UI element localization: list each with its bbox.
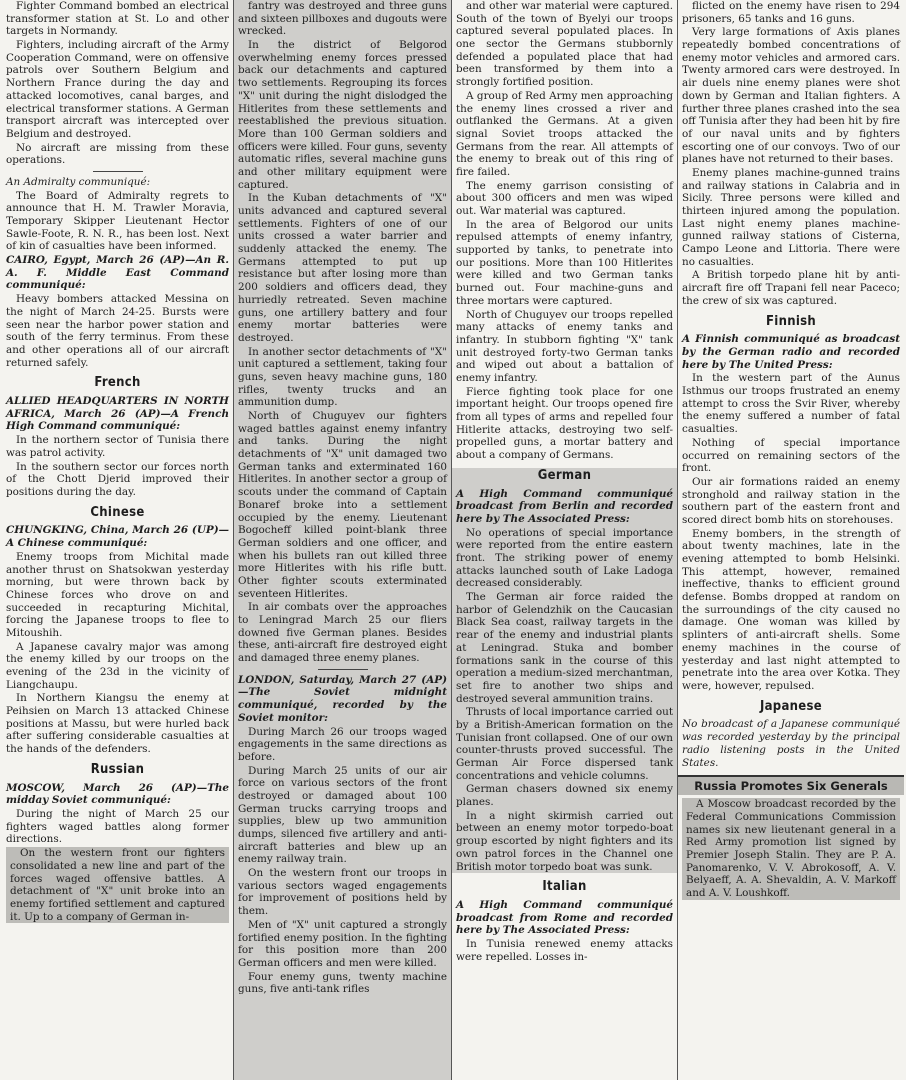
section-heading: Russia Promotes Six Generals bbox=[678, 775, 904, 795]
paragraph: fantry was destroyed and three guns and sixteen pillboxes and dugouts were wrecked. bbox=[238, 0, 447, 38]
section-heading: Russian bbox=[90, 761, 145, 777]
paragraph: No aircraft are missing from these operations. bbox=[6, 141, 229, 167]
paragraph: The German air force raided the harbor of Gelendzhik on the Caucasian Black Sea coast, railway targets in the rear of the enemy and industrial plants at Leningrad. Stuka and bomber formations sank in the course of this operation a medium-sized merchantman, set fire to another two ships and destroyed several ammunition trains. bbox=[456, 591, 673, 705]
paragraph: In Northern Kiangsu the enemy at Peihsien on March 13 attacked Chinese positions at Massu, but were hurled back after suffering considerable casualties at the hands of the defenders. bbox=[6, 692, 229, 756]
paragraph: Enemy troops from Michital made another thrust on Shatsokwan yesterday morning, but were thrown back by Chinese forces who drove on and succeeded in recapturing Michital, forcing the Japanese troops to flee to Mitoushih. bbox=[6, 550, 229, 639]
paragraph: In the Kuban detachments of "X" units advanced and captured several settlements. Fighters of one of our units crossed a water barrier and suddenly attacked the enemy. The Germans attempted to put up resistance but after losing more than 200 soldiers and officers dead, they hurriedly retreated. Seven machine guns, one artillery battery and four enemy mortar batteries were destroyed. bbox=[238, 192, 447, 344]
column-3 bbox=[452, 0, 678, 1080]
divider bbox=[318, 669, 368, 670]
dateline: MOSCOW, March 26 (AP)—The midday Soviet communiqué: bbox=[6, 781, 229, 807]
section-intro: An Admiralty communiqué: bbox=[6, 175, 151, 188]
paragraph: Enemy planes machine-gunned trains and railway stations in Calabria and in Sicily. Three persons were killed and thirteen injured among the population. Last night enemy planes machine-gunned railway stations of Cisterna, Campo Leone and Littoria. There were no casualties. bbox=[682, 166, 900, 268]
paragraph: In the southern sector our forces north of the Chott Djerid improved their positions during the day. bbox=[6, 460, 229, 498]
paragraph: A Japanese cavalry major was among the enemy killed by our troops on the evening of the 23d in the vicinity of Liangchaupu. bbox=[6, 640, 229, 691]
section-heading: Japanese bbox=[759, 698, 823, 714]
section-heading: Italian bbox=[542, 879, 587, 895]
column-1 bbox=[2, 0, 234, 1080]
paragraph: A British torpedo plane hit by anti-aircraft fire off Trapani fell near Paceco; the crew of six was captured. bbox=[682, 269, 900, 307]
section-heading: French bbox=[94, 375, 141, 391]
paragraph: On the western front our fighters consolidated a new line and part of the forces waged offensive battles. A detachment of "X" unit broke into an enemy fortified settlement and captured it. Up to a company of German in- bbox=[6, 847, 229, 923]
paragraph: Heavy bombers attacked Messina on the night of March 24-25. Bursts were seen near the harbor power station and south of the ferry terminus. From these and other operations all of our aircraft returned safely. bbox=[6, 293, 229, 369]
paragraph: Very large formations of Axis planes repeatedly bombed concentrations of enemy motor vehicles and armored cars. Twenty armored cars were destroyed. In air duels nine enemy planes were shot down by German and Italian fighters. A further three planes crashed into the sea off Tunisia after they had been hit by fire of our naval units and by fighters escorting one of our convoys. Two of our planes have not returned to their bases. bbox=[682, 26, 900, 166]
paragraph: flicted on the enemy have risen to 294 prisoners, 65 tanks and 16 guns. bbox=[682, 0, 900, 25]
paragraph: A group of Red Army men approaching the enemy lines crossed a river and outflanked the Germans. At a given signal Soviet troops attacked the Germans from the rear. All attempts of the enemy to break out of this ring of fire failed. bbox=[456, 89, 673, 178]
paragraph: The enemy garrison consisting of about 300 officers and men was wiped out. War material was captured. bbox=[456, 179, 673, 217]
paragraph: No broadcast of a Japanese communiqué was recorded yesterday by the principal radio listening posts in the United States. bbox=[682, 718, 900, 769]
paragraph: On the western front our troops in various sectors waged engagements for improvement of positions held by them. bbox=[238, 867, 447, 918]
dateline: A High Command communiqué broadcast from Rome and recorded here by The Associated Press: bbox=[456, 899, 673, 937]
paragraph: Fierce fighting took place for one important height. Our troops opened fire from all types of arms and repelled four Hitlerite attacks, destroying two self-propelled guns, a mortar battery and about a company of Germans. bbox=[456, 385, 673, 462]
section-heading: German bbox=[537, 467, 592, 483]
column-2 bbox=[234, 0, 452, 1080]
paragraph: Our air formations raided an enemy stronghold and railway station in the southern part of the eastern front and scored direct bomb hits on storehouses. bbox=[682, 475, 900, 526]
paragraph: Four enemy guns, twenty machine guns, five anti-tank rifles bbox=[238, 970, 447, 996]
section-heading: Chinese bbox=[90, 504, 145, 520]
paragraph: Nothing of special importance occurred on remaining sectors of the front. bbox=[682, 436, 900, 475]
paragraph: A Moscow broadcast recorded by the Federal Communications Commission names six new lieutenant general in a Red Army promotion list signed by Premier Joseph Stalin. They are P. A. Panomarenko, V. V. Abrokosoff, A. V. Belyaeff, A. A. Shevaldin, A. V. Markoff and A. V. Loushkoff. bbox=[682, 798, 900, 900]
dateline: ALLIED HEADQUARTERS IN NORTH AFRICA, March 26 (AP)—A French High Command communiqué: bbox=[6, 395, 229, 433]
german-section bbox=[452, 468, 677, 873]
section-heading: Finnish bbox=[765, 313, 817, 329]
paragraph: North of Chuguyev our troops repelled many attacks of enemy tanks and infantry. In stubborn fighting "X" tank unit destroyed forty-two German tanks and wiped out about a battalion of enemy infantry. bbox=[456, 308, 673, 384]
paragraph: In air combats over the approaches to Leningrad March 25 our fliers downed five German planes. Besides these, anti-aircraft fire destroyed eight and damaged three enemy planes. bbox=[238, 601, 447, 665]
paragraph: In the western part of the Aunus Isthmus our troops frustrated an enemy attempt to cross the Svir River, whereby the enemy suffered a number of fatal casualties. bbox=[682, 372, 900, 436]
dateline: A Finnish communiqué as broadcast by the German radio and recorded here by The United Press: bbox=[682, 333, 900, 371]
divider bbox=[93, 171, 143, 172]
paragraph: and other war material were captured. South of the town of Byelyi our troops captured several populated places. In one sector the Germans stubbornly defended a populated place that had been transformed by them into a strongly fortified position. bbox=[456, 0, 673, 89]
dateline: LONDON, Saturday, March 27 (AP)—The Soviet midnight communiqué, recorded by the Soviet monitor: bbox=[238, 673, 447, 724]
column-4 bbox=[678, 0, 904, 1080]
paragraph: Fighters, including aircraft of the Army Cooperation Command, were on offensive patrols over Southern Belgium and Northern France during the day and attacked locomotives, canal barges, and electrical transformer stations. A German transport aircraft was intercepted over Belgium and destroyed. bbox=[6, 39, 229, 140]
paragraph: In another sector detachments of "X" unit captured a settlement, taking four guns, seven heavy machine guns, 180 rifles, twenty trucks and an ammunition dump. bbox=[238, 345, 447, 409]
paragraph: In the district of Belgorod overwhelming enemy forces pressed back our detachments and captured two settlements. Regrouping its forces "X" unit during the night dislodged the Hitlerites from these settlements and reestablished the previous situation. More than 100 German soldiers and officers were killed. Four guns, seventy automatic rifles, several machine guns and other military equipment were captured. bbox=[238, 39, 447, 191]
dateline: A High Command communiqué broadcast from Berlin and recorded here by The Associated Press: bbox=[456, 487, 673, 525]
paragraph: Thrusts of local importance carried out by a British-American formation on the Tunisian front collapsed. One of our own counter-thrusts proved successful. The German Air Force dispersed tank concentrations and vehicle columns. bbox=[456, 706, 673, 782]
paragraph: North of Chuguyev our fighters waged battles against enemy infantry and tanks. During the night detachments of "X" unit damaged two German tanks and exterminated 160 Hitlerites. In another sector a group of scouts under the command of Captain Bonaref broke into a settlement occupied by the enemy. Lieutenant Bogocheff killed point-blank three German soldiers and one officer, and when his bullets ran out killed three more Hitlerites with his rifle butt. Other fighter scouts exterminated seventeen Hitlerites. bbox=[238, 410, 447, 600]
dateline: CAIRO, Egypt, March 26 (AP)—An R. A. F. Middle East Command communiqué: bbox=[6, 254, 229, 292]
paragraph: Men of "X" unit captured a strongly fortified enemy position. In the fighting for this position more than 200 German officers and men were killed. bbox=[238, 918, 447, 969]
paragraph: The Board of Admiralty regrets to announce that H. M. Trawler Moravia, Temporary Skipper Lieutenant Hector Sawle-Foote, R. N. R., has been lost. Next of kin of casualties have been informed. bbox=[6, 189, 229, 253]
paragraph: No operations of special importance were reported from the entire eastern front. The striking power of enemy attacks launched south of Lake Ladoga decreased considerably. bbox=[456, 526, 673, 590]
paragraph: German chasers downed six enemy planes. bbox=[456, 783, 673, 809]
paragraph: In Tunisia renewed enemy attacks were repelled. Losses in- bbox=[456, 938, 673, 963]
paragraph: In the area of Belgorod our units repulsed attempts of enemy infantry, supported by tanks, to penetrate into our positions. More than 100 Hitlerites were killed and two German tanks burned out. Four machine-guns and three mortars were captured. bbox=[456, 218, 673, 307]
paragraph: Enemy bombers, in the strength of about twenty machines, late in the evening attempted to bomb Helsinki. This attempt, however, remained ineffective, thanks to efficient ground defense. Bombs dropped at random on the surroundings of the city caused no damage. One woman was killed by splinters of anti-aircraft shells. Some enemy machines in the course of yesterday and last night attempted to penetrate into the area over Kotka. They were, however, repulsed. bbox=[682, 527, 900, 692]
paragraph: Fighter Command bombed an electrical transformer station at St. Lo and other targets in Normandy. bbox=[6, 0, 229, 38]
paragraph: In a night skirmish carried out between an enemy motor torpedo-boat group escorted by night fighters and its own patrol forces in the Channel one British motor torpedo boat was sunk. bbox=[456, 809, 673, 873]
paragraph: In the northern sector of Tunisia there was patrol activity. bbox=[6, 434, 229, 459]
paragraph: During the night of March 25 our fighters waged battles along former directions. bbox=[6, 808, 229, 846]
paragraph: During March 26 our troops waged engagements in the same directions as before. bbox=[238, 725, 447, 763]
paragraph: During March 25 units of our air force on various sectors of the front destroyed or damaged about 100 German trucks carrying troops and supplies, blew up two ammunition dumps, silenced five artillery and anti-aircraft batteries and blew up an enemy railway train. bbox=[238, 764, 447, 866]
dateline: CHUNGKING, China, March 26 (UP)—A Chinese communiqué: bbox=[6, 524, 229, 550]
